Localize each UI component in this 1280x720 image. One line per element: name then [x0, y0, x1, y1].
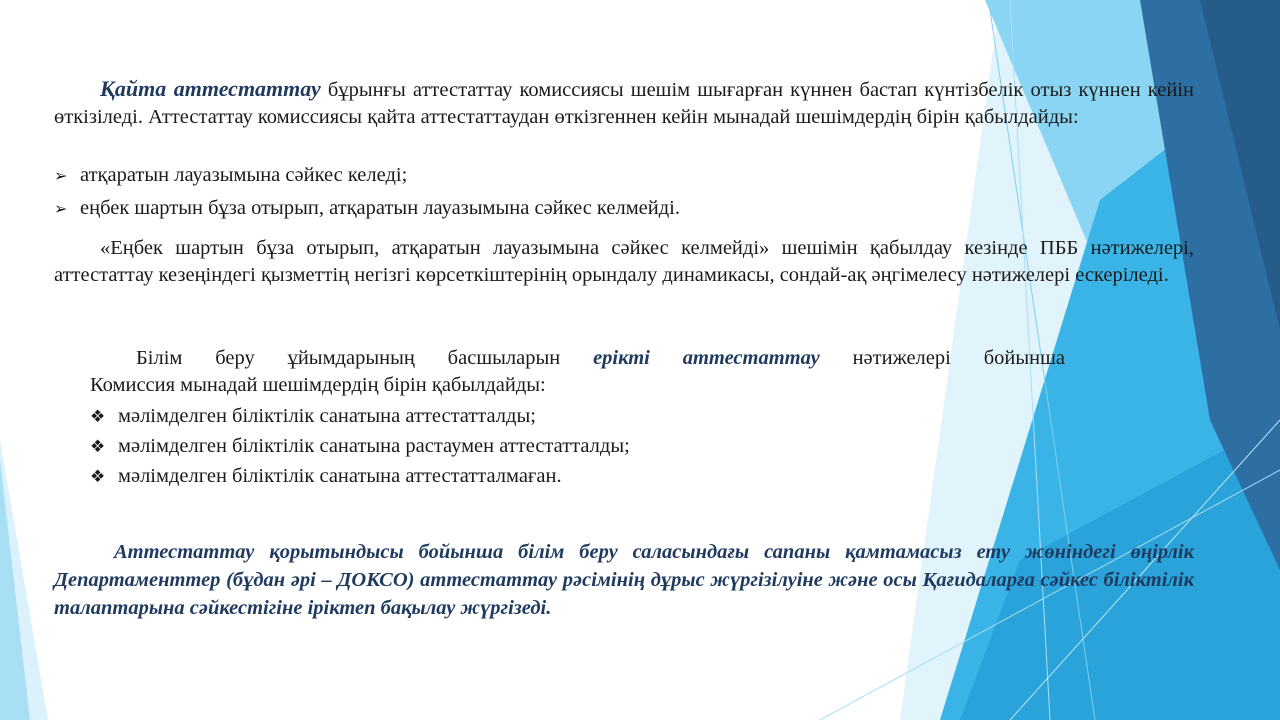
voluntary-decisions-list: [90, 403, 990, 490]
list-item: [90, 463, 990, 490]
arrow-bullet-icon: ➢: [54, 168, 68, 185]
list-item: [90, 403, 990, 430]
list-item-text: мәлімделген біліктілік санатына аттестатталмаған.: [118, 465, 562, 487]
term-voluntary-attestation: ерікті аттестаттау: [593, 347, 820, 369]
dokso-control-text: Аттестаттау қорытындысы бойынша білім беру саласындағы сапаны қамтамасыз ету жөніндегі өңірлік Департаменттер (бұдан әрі – ДОКСО) аттестаттау рәсімінің дұрыс жүргізілуіне және осы Қағидаларға сәйкес біліктілік талаптарына сәйкестігіне іріктеп бақылау жүргізеді.: [54, 541, 1194, 619]
list-item-text: мәлімделген біліктілік санатына растаумен аттестатталды;: [118, 435, 630, 457]
list-item: [90, 433, 990, 460]
voluntary-text-after: нәтижелері бойынша: [819, 347, 1065, 369]
list-item: [54, 162, 1194, 190]
diamond-bullet-icon: ❖: [90, 467, 106, 486]
list-item: [54, 195, 1194, 223]
reattestation-decisions-list: [54, 162, 1194, 223]
voluntary-text-before: Білім беру ұйымдарының басшыларын: [136, 347, 594, 369]
paragraph-dokso-control: [54, 538, 1194, 622]
arrow-bullet-icon: ➢: [54, 201, 68, 218]
nonconformity-text: «Еңбек шартын бұза отырып, атқаратын лауазымына сәйкес келмейді» шешімін қабылдау кезінде ПББ нәтижелері, аттестаттау кезеңіндегі қызметтің негізгі көрсеткіштерінің орындалу динамикасы, сондай-ақ әңгімелесу нәтижелері ескеріледі.: [54, 237, 1194, 286]
reattestation-text: бұрынғы аттестаттау комиссиясы шешім шығарған күннен бастап күнтізбелік отыз күннен кейін өткізіледі. Аттестаттау комиссиясы қайта аттестаттаудан өткізгеннен кейін мынадай шешімдердің бірін қабылдайды:: [54, 79, 1194, 128]
term-reattestation: Қайта аттестаттау: [100, 76, 321, 101]
paragraph-reattestation: [54, 75, 1194, 131]
voluntary-line-1: [90, 345, 1065, 372]
diamond-bullet-icon: ❖: [90, 407, 106, 426]
list-item-text: еңбек шартын бұза отырып, атқаратын лауазымына сәйкес келмейді.: [80, 197, 680, 219]
list-item-text: атқаратын лауазымына сәйкес келеді;: [80, 164, 408, 186]
voluntary-line-2: Комиссия мынадай шешімдердің бірін қабылдайды:: [90, 374, 546, 396]
paragraph-voluntary-attestation: [90, 345, 1065, 399]
list-item-text: мәлімделген біліктілік санатына аттестатталды;: [118, 405, 536, 427]
diamond-bullet-icon: ❖: [90, 437, 106, 456]
paragraph-nonconformity: [54, 235, 1194, 289]
